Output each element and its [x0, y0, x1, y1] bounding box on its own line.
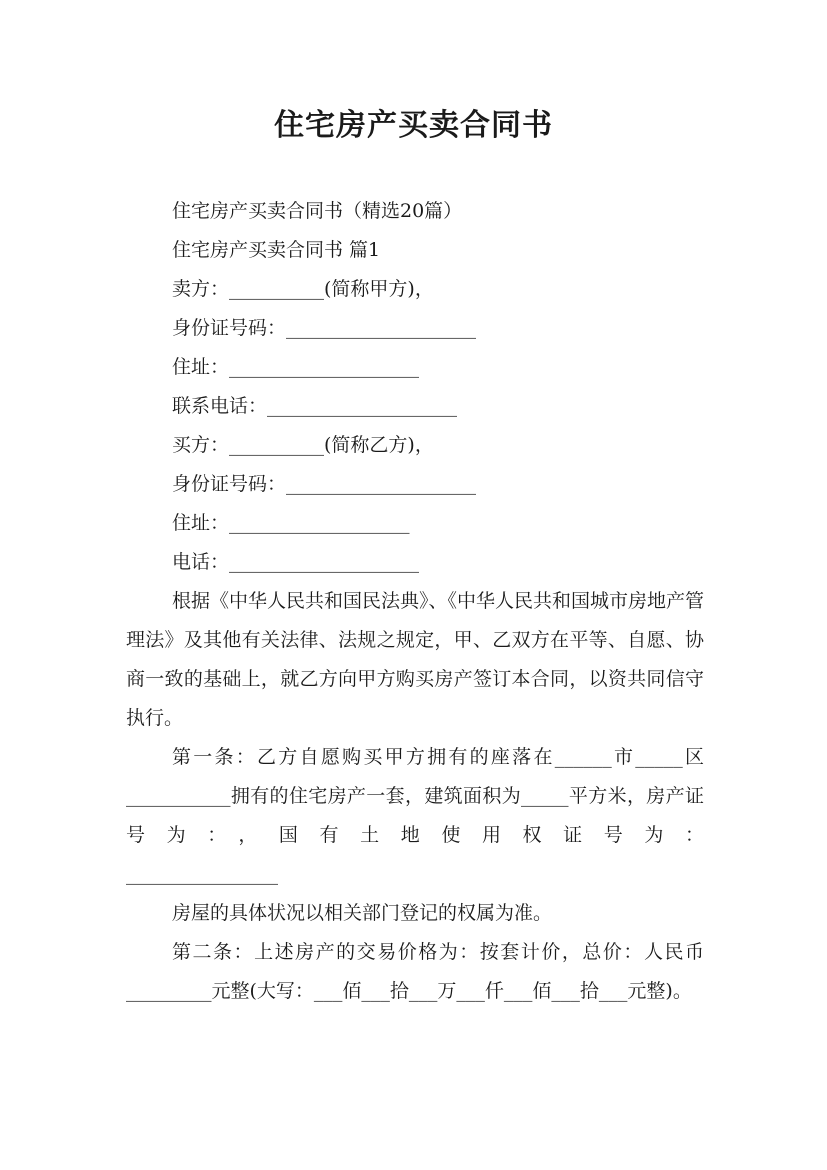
subtitle-line: 住宅房产买卖合同书（精选20篇）: [172, 200, 463, 222]
seller-id-line: 身份证号码：____________________: [172, 317, 477, 339]
buyer-id-line: 身份证号码：____________________: [172, 473, 477, 495]
article-1-blank-line: ________________: [126, 863, 278, 885]
article-2-paragraph: 第二条：上述房产的交易价格为：按套计价，总价：人民币_________元整(大写：___佰___拾___万___仟___佰___拾___元整)。: [126, 941, 704, 1002]
article-1-note: 房屋的具体状况以相关部门登记的权属为准。: [172, 902, 553, 924]
seller-line: 卖方：__________(简称甲方)，: [172, 278, 434, 300]
article-1-paragraph: 第一条：乙方自愿购买甲方拥有的座落在______市_____区___________拥有的住宅房产一套，建筑面积为_____平方米，房产证号为：，国有土地使用权证号为：: [126, 746, 704, 846]
section-heading: 住宅房产买卖合同书 篇1: [172, 239, 381, 261]
seller-phone-line: 联系电话：____________________: [172, 395, 458, 417]
document-body: [126, 192, 704, 1011]
preamble-paragraph: 根据《中华人民共和国民法典》、《中华人民共和国城市房地产管理法》及其他有关法律、法规之规定，甲、乙双方在平等、自愿、协商一致的基础上，就乙方向甲方购买房产签订本合同，以资共同信守执行。: [126, 590, 705, 729]
document-title: 住宅房产买卖合同书: [274, 108, 553, 143]
buyer-address-line: 住址：___________________: [172, 512, 410, 534]
buyer-phone-line: 电话：____________________: [172, 551, 420, 573]
seller-address-line: 住址：____________________: [172, 356, 420, 378]
buyer-line: 买方：__________(简称乙方)，: [172, 434, 434, 456]
